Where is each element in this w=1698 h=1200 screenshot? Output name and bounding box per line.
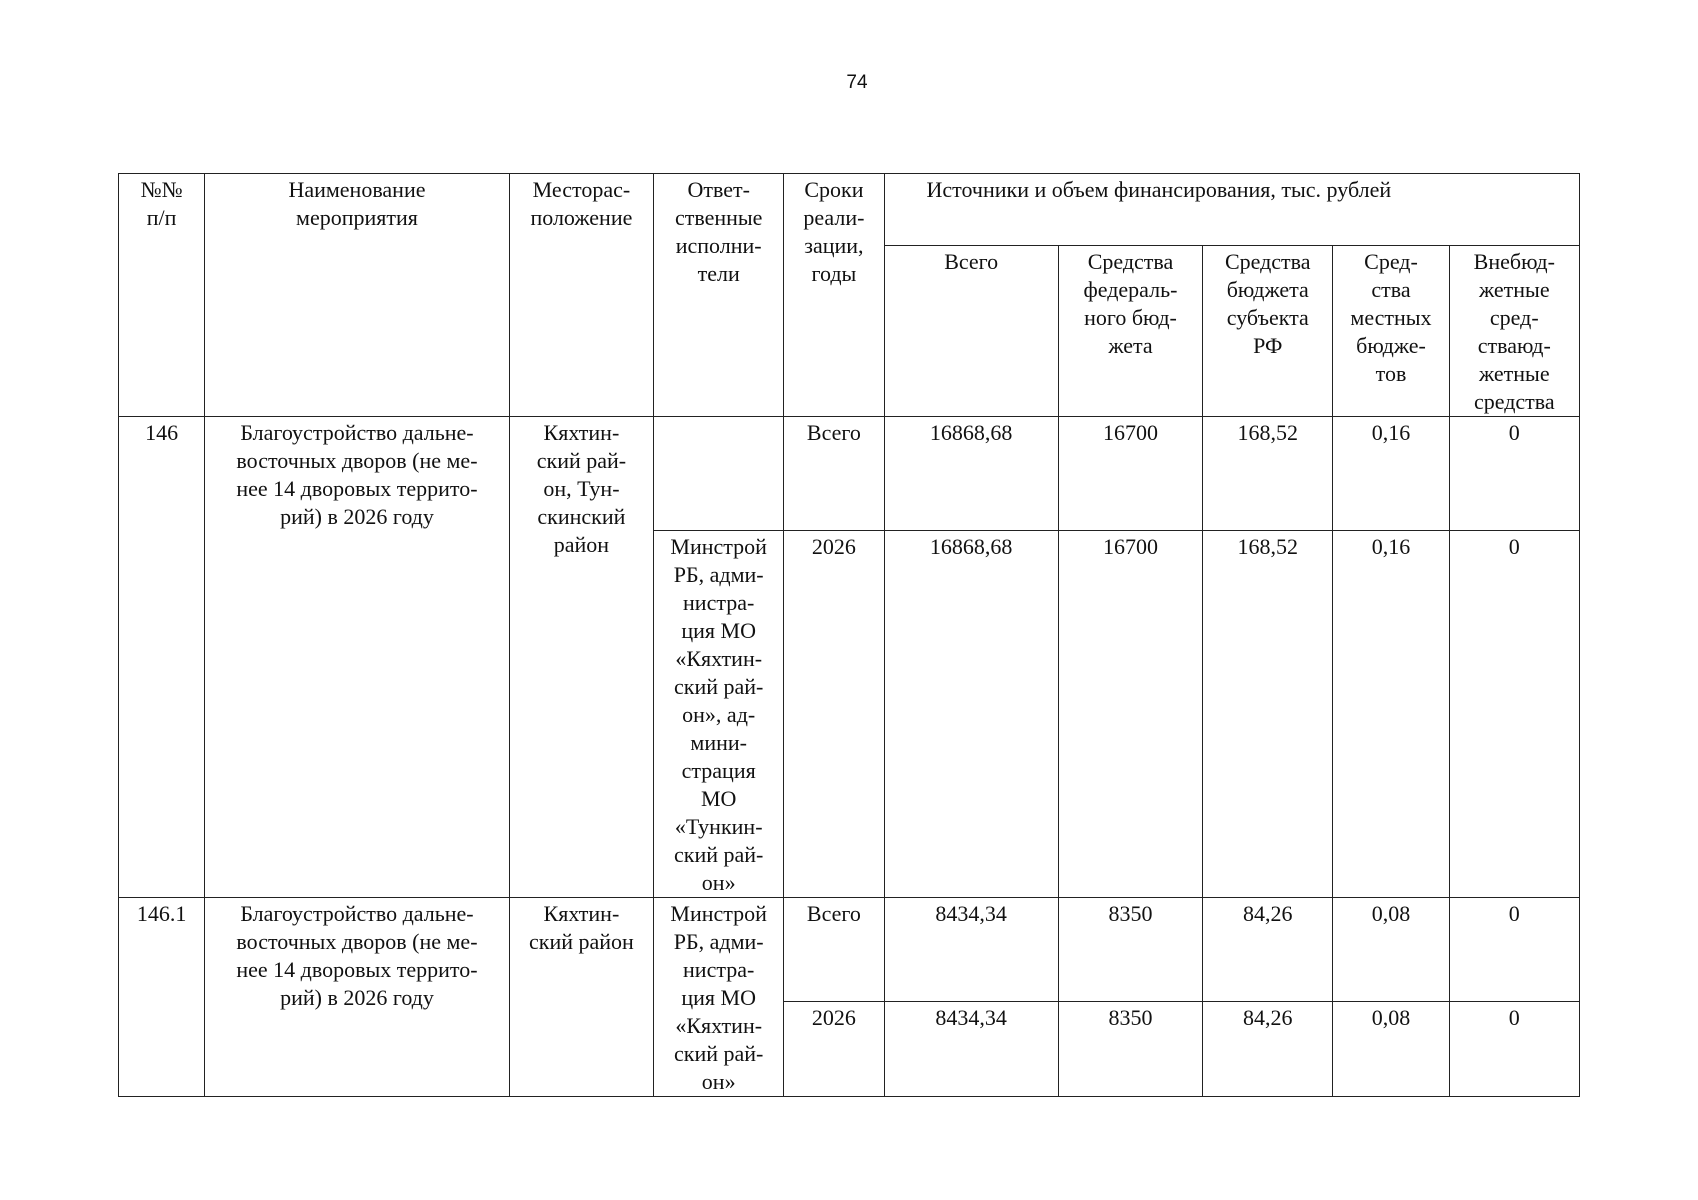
header-executors: Ответ- ственные исполни- тели [654, 174, 784, 417]
row-period: Всего [784, 898, 884, 1002]
row-local: 0,08 [1333, 1002, 1449, 1097]
row-executors: Минстрой РБ, адми- нистра- ция МО «Кяхтин- ский рай- он», ад- мини- страция МО «Тункин- ский рай- он» [654, 531, 784, 898]
row-federal: 8350 [1058, 898, 1202, 1002]
row-total: 8434,34 [884, 1002, 1058, 1097]
row-extra: 0 [1449, 417, 1579, 531]
row-period: Всего [784, 417, 884, 531]
row-name: Благоустройство дальне- восточных дворов (не ме- нее 14 дворовых террито- рий) в 2026 году [205, 898, 510, 1097]
header-period: Сроки реали- зации, годы [784, 174, 884, 417]
header-row [119, 174, 1580, 246]
row-subject: 168,52 [1203, 531, 1333, 898]
row-location: Кяхтин- ский рай- он, Тун- скинский район [509, 417, 653, 898]
row-local: 0,16 [1333, 417, 1449, 531]
header-federal: Средства федераль- ного бюд- жета [1058, 246, 1202, 417]
row-extra: 0 [1449, 1002, 1579, 1097]
row-extra: 0 [1449, 898, 1579, 1002]
row-location: Кяхтин- ский район [509, 898, 653, 1097]
row-subject: 84,26 [1203, 898, 1333, 1002]
row-local: 0,08 [1333, 898, 1449, 1002]
row-num: 146 [119, 417, 205, 898]
table-row [119, 417, 1580, 531]
row-total: 16868,68 [884, 417, 1058, 531]
row-num: 146.1 [119, 898, 205, 1097]
row-total: 16868,68 [884, 531, 1058, 898]
row-total: 8434,34 [884, 898, 1058, 1002]
header-extra: Внебюд- жетные сред- стваюд- жетные средства [1449, 246, 1579, 417]
page-number: 74 [846, 72, 868, 93]
header-location: Месторас- положение [509, 174, 653, 417]
row-subject: 168,52 [1203, 417, 1333, 531]
row-executors: Минстрой РБ, адми- нистра- ция МО «Кяхтин- ский рай- он» [654, 898, 784, 1097]
header-num: №№ п/п [119, 174, 205, 417]
row-extra: 0 [1449, 531, 1579, 898]
header-name: Наименование мероприятия [205, 174, 510, 417]
header-total: Всего [884, 246, 1058, 417]
header-sources: Источники и объем финансирования, тыс. рублей [884, 174, 1580, 246]
row-local: 0,16 [1333, 531, 1449, 898]
row-federal: 8350 [1058, 1002, 1202, 1097]
row-executors-empty [654, 417, 784, 531]
row-federal: 16700 [1058, 417, 1202, 531]
row-federal: 16700 [1058, 531, 1202, 898]
row-period: 2026 [784, 531, 884, 898]
financing-table [118, 173, 1580, 1097]
row-subject: 84,26 [1203, 1002, 1333, 1097]
header-local: Сред- ства местных бюдже- тов [1333, 246, 1449, 417]
row-name: Благоустройство дальне- восточных дворов (не ме- нее 14 дворовых террито- рий) в 2026 году [205, 417, 510, 898]
table-row [119, 898, 1580, 1002]
row-period: 2026 [784, 1002, 884, 1097]
header-subject: Средства бюджета субъекта РФ [1203, 246, 1333, 417]
